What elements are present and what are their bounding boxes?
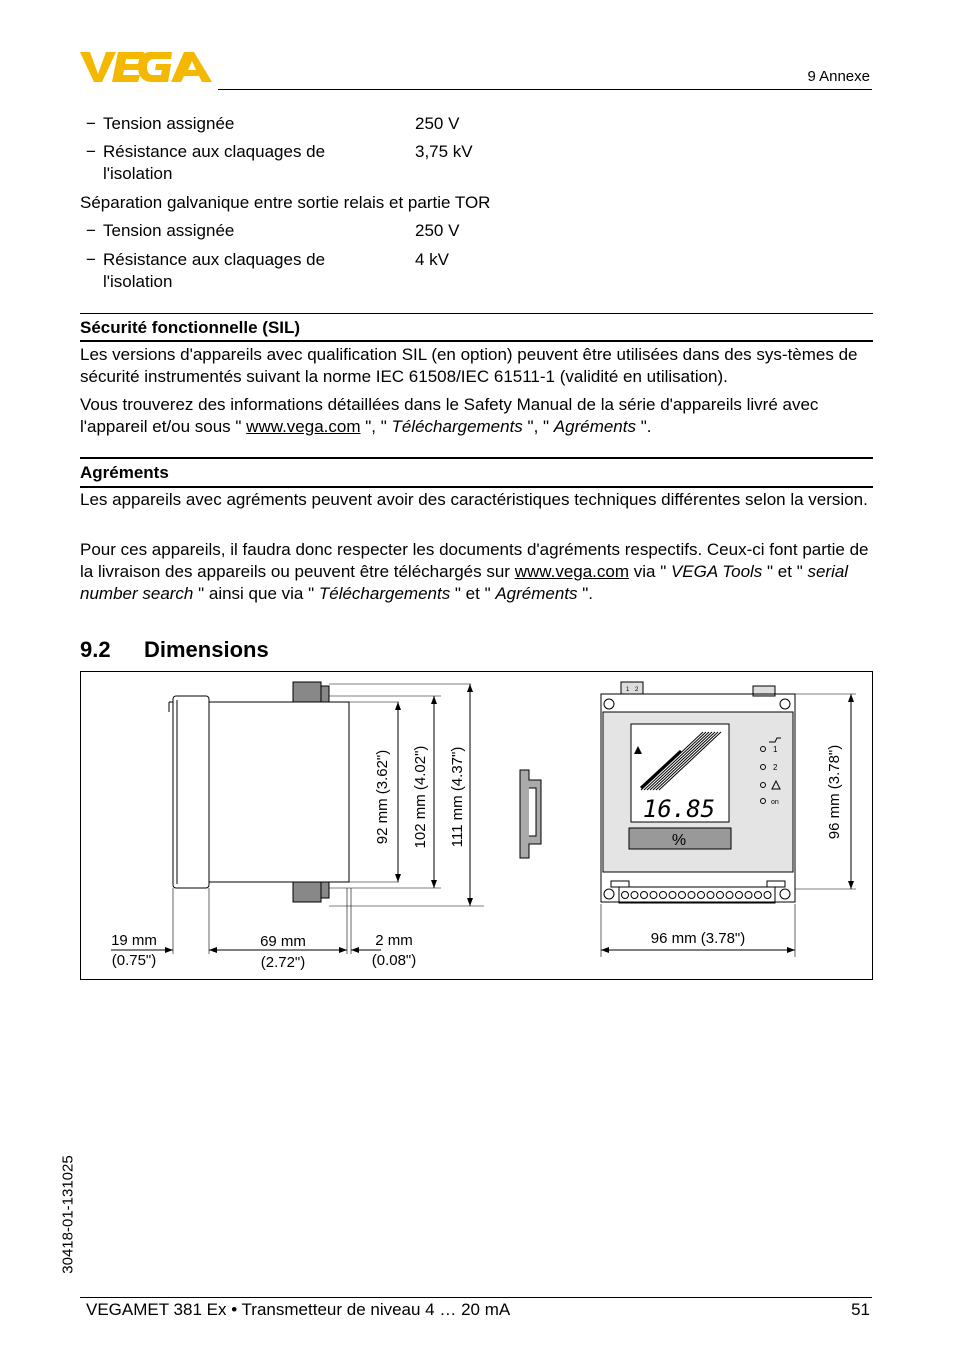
- dim-92: 92 mm (3.62"): [374, 749, 391, 845]
- spec-value: 250 V: [415, 114, 460, 133]
- section-rule-bottom: [80, 486, 873, 488]
- approvals-title: Agréments: [80, 463, 169, 482]
- dim-102: 102 mm (4.02"): [412, 745, 429, 849]
- list-dash: −: [86, 221, 96, 240]
- terminal-label-1: 1: [626, 687, 630, 693]
- section-rule-top: [80, 457, 873, 459]
- terminal-screw: [641, 892, 648, 899]
- separation-heading: Séparation galvanique entre sortie relais et partie TOR: [80, 193, 491, 212]
- terminal-label-2: 2: [635, 687, 639, 693]
- terminal-screw: [631, 892, 638, 899]
- terminal-screw: [707, 892, 714, 899]
- terminal-screw: [669, 892, 676, 899]
- spec-label: Tension assignée: [103, 221, 235, 240]
- terminal-screw: [764, 892, 771, 899]
- section-rule-top: [80, 313, 873, 314]
- display-unit: %: [671, 832, 687, 849]
- document-number: 30418-01-131025: [59, 1155, 77, 1274]
- dim-2-mm: 2 mm: [375, 932, 413, 949]
- terminal-screw: [688, 892, 695, 899]
- footer-title: VEGAMET 381 Ex • Transmetteur de niveau 4 … 20 mA: [86, 1300, 511, 1319]
- dim-111: 111 mm (4.37"): [449, 746, 466, 848]
- approvals-paragraph-1: Les appareils avec agréments peuvent avoir des caractéristiques techniques différentes selon la version.: [80, 490, 868, 509]
- chapter-label: 9 Annexe: [807, 68, 870, 85]
- list-dash: −: [86, 142, 96, 161]
- terminal-screw: [622, 892, 629, 899]
- terminal-screw: [717, 892, 724, 899]
- sil-title: Sécurité fonctionnelle (SIL): [80, 318, 301, 337]
- terminal-screw: [755, 892, 762, 899]
- dim-2-in: (0.08"): [371, 952, 417, 969]
- dim-69-in: (2.72"): [260, 954, 306, 971]
- terminal-screw: [679, 892, 686, 899]
- led-2-label: 2: [773, 763, 778, 772]
- dimensions-drawing: [80, 671, 873, 980]
- spec-label: Résistance aux claquages de l'isolation: [103, 250, 326, 291]
- vega-logo: [80, 50, 212, 84]
- spec-value: 3,75 kV: [415, 142, 473, 161]
- led-1-label: 1: [773, 745, 778, 754]
- section-heading: 9.2 Dimensions: [80, 637, 269, 662]
- dim-96-horizontal: 96 mm (3.78"): [650, 930, 746, 947]
- section-rule-bottom: [80, 340, 873, 342]
- led-on-label: on: [771, 799, 779, 806]
- terminal-screw: [650, 892, 657, 899]
- terminal-screw: [736, 892, 743, 899]
- approvals-paragraph-2: Pour ces appareils, il faudra donc respecter les documents d'agréments respectifs. Ceux-ci font partie de la livraison des appareils ou peuvent être téléchargés sur www.vega.com via " VEGA Tools " et " serial number search " ainsi que via " Téléchargements " et " Agréments ".: [80, 540, 869, 603]
- terminal-screw: [660, 892, 667, 899]
- list-dash: −: [86, 114, 96, 133]
- vega-link[interactable]: www.vega.com: [514, 562, 630, 581]
- spec-label: Résistance aux claquages de l'isolation: [103, 142, 326, 183]
- sil-paragraph-1: Les versions d'appareils avec qualification SIL (en option) peuvent être utilisées dans des sys-tèmes de sécurité instrumentés suivant la norme IEC 61508/IEC 61511-1 (validité en utilisation).: [80, 345, 858, 386]
- terminal-screw: [726, 892, 733, 899]
- spec-value: 250 V: [415, 221, 460, 240]
- header-rule: [218, 89, 872, 90]
- spec-label: Tension assignée: [103, 114, 235, 133]
- spec-value: 4 kV: [415, 250, 450, 269]
- terminal-screw: [745, 892, 752, 899]
- display-value: 16.85: [642, 795, 716, 823]
- list-dash: −: [86, 250, 96, 269]
- vega-link[interactable]: www.vega.com: [246, 417, 361, 436]
- dim-19-mm: 19 mm: [111, 932, 157, 949]
- terminal-block: [622, 892, 772, 899]
- terminal-screw: [698, 892, 705, 899]
- dim-69-mm: 69 mm: [260, 933, 306, 950]
- footer-rule: [80, 1297, 872, 1298]
- page-number: 51: [851, 1300, 870, 1319]
- front-view: [601, 682, 795, 903]
- sil-paragraph-2: Vous trouverez des informations détaillées dans le Safety Manual de la série d'appareils livré avec l'appareil et/ou sous " www.vega.com ", " Téléchargements ", " Agréments ".: [80, 395, 819, 436]
- dim-96-vertical: 96 mm (3.78"): [826, 744, 843, 840]
- dim-19-in: (0.75"): [111, 952, 157, 969]
- rail-clip: [520, 770, 541, 858]
